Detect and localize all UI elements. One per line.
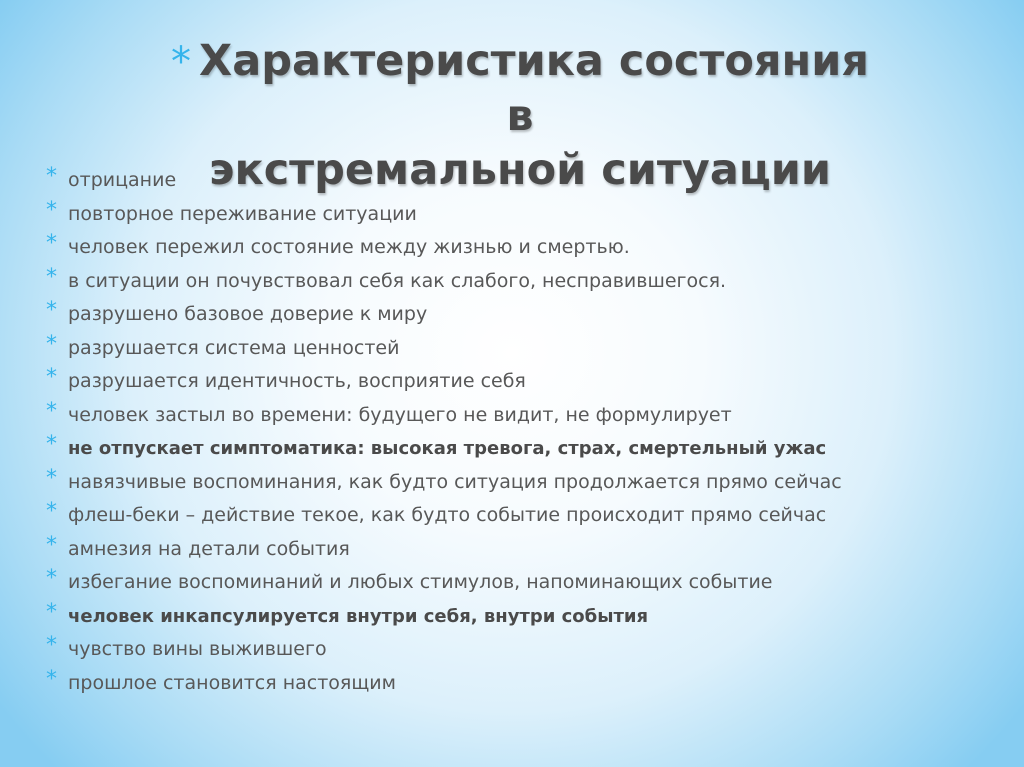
title-text-1: Характеристика состояния в (199, 36, 869, 141)
list-item (46, 164, 1006, 198)
bullet-star-icon: * (46, 398, 57, 424)
bullet-star-icon: * (46, 365, 57, 390)
list-item-text: в ситуации он почувствовал себя как слабого, несправившегося. (68, 269, 727, 292)
title-line-1 (150, 34, 890, 143)
bullet-star-icon: * (46, 264, 57, 290)
list-item-text: человек пережил состояние между жизнью и смертью. (68, 236, 630, 258)
list-item (46, 265, 1006, 299)
list-item (46, 365, 1006, 399)
list-item (46, 499, 1006, 533)
bullet-list (46, 164, 1006, 700)
list-item (46, 399, 1006, 433)
list-item-text: амнезия на детали события (68, 537, 350, 560)
list-item (46, 566, 1006, 600)
bullet-star-icon: * (46, 566, 57, 591)
list-item-text: отрицание (68, 169, 177, 191)
bullet-star-icon: * (46, 164, 57, 189)
list-item (46, 533, 1006, 567)
list-item (46, 332, 1006, 366)
list-item (46, 466, 1006, 500)
list-item (46, 633, 1006, 667)
list-item-text: прошлое становится настоящим (68, 671, 396, 694)
bullet-star-icon: * (46, 532, 57, 558)
bullet-star-icon: * (46, 298, 57, 323)
bullet-star-icon: * (46, 499, 57, 524)
list-item (46, 600, 1006, 634)
list-item (46, 231, 1006, 265)
bullet-star-icon: * (46, 197, 57, 223)
list-item-text: флеш-беки – действие текое, как будто событие происходит прямо сейчас (68, 504, 827, 526)
bullet-star-icon: * (46, 465, 57, 491)
list-item-text: человек инкапсулируется внутри себя, внутри события (68, 605, 649, 627)
list-item-text: разрушается идентичность, восприятие себя (68, 370, 526, 392)
list-item-text: навязчивые воспоминания, как будто ситуация продолжается прямо сейчас (68, 470, 842, 493)
list-item (46, 432, 1006, 466)
list-item-text: повторное переживание ситуации (68, 202, 417, 225)
bullet-star-icon: * (46, 231, 57, 256)
list-item (46, 198, 1006, 232)
bullet-star-icon: * (46, 633, 57, 658)
list-item-text: чувство вины выжившего (68, 638, 327, 660)
list-item (46, 298, 1006, 332)
bullet-star-icon: * (46, 666, 57, 692)
list-item (46, 667, 1006, 701)
list-item-text: не отпускает симптоматика: высокая тревога, страх, смертельный ужас (68, 438, 827, 459)
bullet-star-icon: * (46, 331, 57, 357)
list-item-text: разрушается система ценностей (68, 336, 400, 359)
bullet-star-icon: * (46, 432, 57, 457)
bullet-star-icon: * (46, 599, 57, 625)
list-item-text: разрушено базовое доверие к миру (68, 303, 428, 325)
list-item-text: человек застыл во времени: будущего не видит, не формулирует (68, 403, 732, 426)
title-star-icon: * (171, 39, 192, 85)
list-item-text: избегание воспоминаний и любых стимулов, напоминающих событие (68, 571, 773, 593)
title-line-2: экстремальной ситуации (209, 145, 831, 195)
